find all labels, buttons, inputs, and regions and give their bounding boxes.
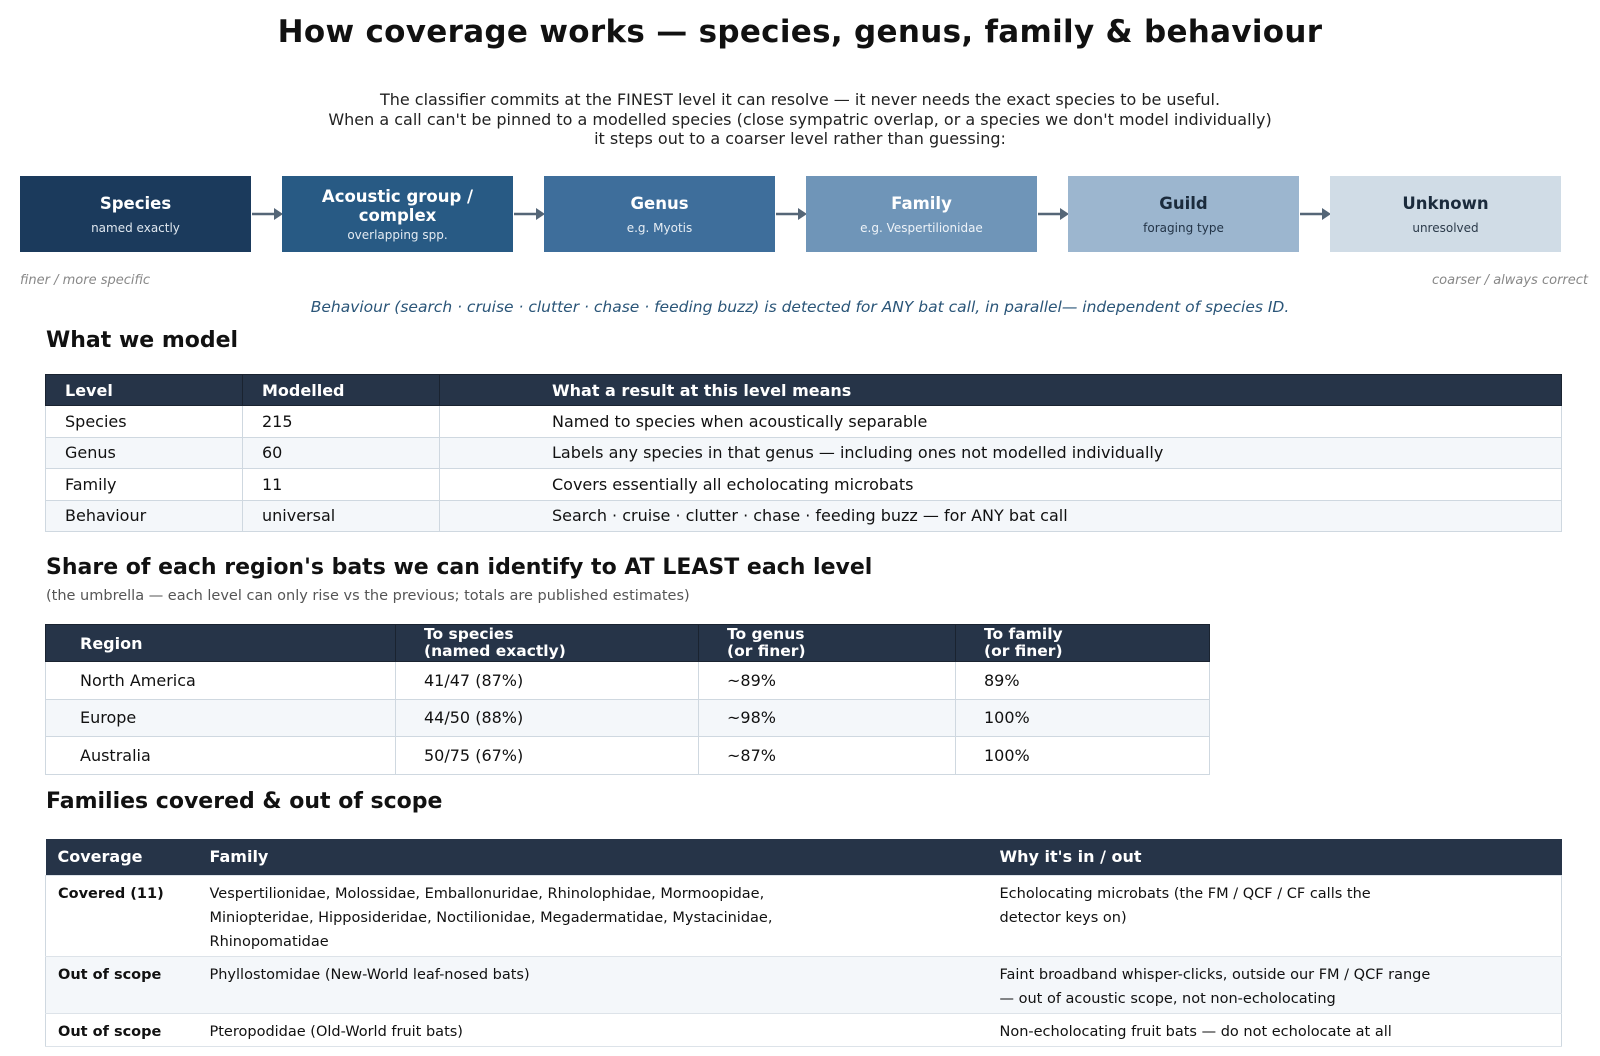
level-box-guild bbox=[1068, 176, 1299, 252]
intro-line: When a call can't be pinned to a modelled species (close sympatric overlap, or a species we don't model individually) bbox=[328, 109, 1272, 129]
table-row bbox=[46, 699, 1210, 737]
level-sub: named exactly bbox=[91, 220, 180, 235]
level-sub: unresolved bbox=[1412, 220, 1479, 235]
column-header-modelled: Modelled bbox=[243, 375, 440, 406]
level-box-family bbox=[806, 176, 1037, 252]
cell-region: Europe bbox=[46, 699, 396, 737]
level-sub: e.g. Vespertilionidae bbox=[860, 220, 983, 235]
arrow-right-icon bbox=[1036, 204, 1070, 224]
level-name: Unknown bbox=[1402, 193, 1489, 213]
column-header-meaning: What a result at this level means bbox=[440, 375, 1562, 406]
cell-family: Pteropodidae (Old-World fruit bats) bbox=[198, 1013, 988, 1046]
section-heading-families: Families covered & out of scope bbox=[46, 789, 443, 814]
arrow-right-icon bbox=[1298, 204, 1332, 224]
column-header-family: Family bbox=[198, 839, 988, 875]
arrow-right-icon bbox=[250, 204, 284, 224]
table-row bbox=[46, 500, 1562, 532]
model-table bbox=[45, 374, 1562, 532]
section-heading-model: What we model bbox=[46, 328, 239, 353]
column-header-to-species: To species (named exactly) bbox=[396, 625, 699, 662]
level-sub: overlapping spp. bbox=[347, 227, 448, 242]
arrow-right-icon bbox=[512, 204, 546, 224]
coverage-levels-flow bbox=[20, 176, 1588, 252]
intro-line: it steps out to a coarser level rather than guessing: bbox=[594, 129, 1006, 148]
scale-label-coarser: coarser / always correct bbox=[1432, 273, 1588, 288]
families-table bbox=[45, 839, 1562, 1047]
column-header-to-family: To family (or finer) bbox=[956, 625, 1210, 662]
level-name: Species bbox=[99, 193, 172, 213]
cell-family: Vespertilionidae, Molossidae, Emballonuridae, Rhinolophidae, Mormoopidae, Miniopteridae, Hipposideridae, Noctilionidae, Megadermatidae, Mystacinidae, Rhinopomatidae bbox=[198, 875, 988, 956]
cell-why: Echolocating microbats (the FM / QCF / CF calls the detector keys on) bbox=[988, 875, 1562, 956]
cell-to-family: 89% bbox=[956, 662, 1210, 700]
cell-to-genus: ~87% bbox=[699, 737, 956, 775]
cell-to-species: 41/47 (87%) bbox=[396, 662, 699, 700]
cell-coverage: Covered (11) bbox=[46, 875, 198, 956]
cell-modelled: 11 bbox=[243, 469, 440, 501]
level-box-acoustic-group bbox=[282, 176, 513, 252]
cell-level: Family bbox=[46, 469, 243, 501]
share-note: (the umbrella — each level can only rise vs the previous; totals are published estimates) bbox=[46, 588, 690, 604]
cell-region: North America bbox=[46, 662, 396, 700]
level-name: Guild bbox=[1159, 193, 1208, 213]
column-header-coverage: Coverage bbox=[46, 839, 198, 875]
cell-meaning: Labels any species in that genus — including ones not modelled individually bbox=[440, 437, 1562, 469]
level-name: Genus bbox=[630, 193, 689, 213]
page-title: How coverage works — species, genus, family & behaviour bbox=[277, 14, 1323, 50]
cell-family: Phyllostomidae (New-World leaf-nosed bats) bbox=[198, 956, 988, 1013]
level-sub: e.g. Myotis bbox=[626, 220, 693, 235]
level-box-unknown bbox=[1330, 176, 1561, 252]
cell-meaning: Named to species when acoustically separable bbox=[440, 406, 1562, 438]
cell-to-species: 50/75 (67%) bbox=[396, 737, 699, 775]
cell-why: Faint broadband whisper-clicks, outside our FM / QCF range — out of acoustic scope, not non-echolocating bbox=[988, 956, 1562, 1013]
table-row bbox=[46, 875, 1562, 956]
intro-text bbox=[0, 90, 1600, 149]
cell-level: Species bbox=[46, 406, 243, 438]
level-sub: foraging type bbox=[1143, 220, 1224, 235]
cell-modelled: 60 bbox=[243, 437, 440, 469]
cell-modelled: universal bbox=[243, 500, 440, 532]
table-header-row bbox=[46, 375, 1562, 406]
cell-coverage: Out of scope bbox=[46, 956, 198, 1013]
table-row bbox=[46, 737, 1210, 775]
section-heading-share: Share of each region's bats we can identify to AT LEAST each level bbox=[46, 555, 873, 580]
level-box-species bbox=[20, 176, 251, 252]
column-header-level: Level bbox=[46, 375, 243, 406]
cell-meaning: Covers essentially all echolocating microbats bbox=[440, 469, 1562, 501]
cell-meaning: Search · cruise · clutter · chase · feeding buzz — for ANY bat call bbox=[440, 500, 1562, 532]
level-name: Acoustic group / complex bbox=[321, 186, 474, 225]
cell-modelled: 215 bbox=[243, 406, 440, 438]
level-name: Family bbox=[891, 193, 952, 213]
cell-to-species: 44/50 (88%) bbox=[396, 699, 699, 737]
table-row bbox=[46, 406, 1562, 438]
cell-to-family: 100% bbox=[956, 699, 1210, 737]
cell-region: Australia bbox=[46, 737, 396, 775]
table-row bbox=[46, 662, 1210, 700]
intro-line: The classifier commits at the FINEST level it can resolve — it never needs the exact species to be useful. bbox=[379, 90, 1221, 109]
table-row bbox=[46, 437, 1562, 469]
behaviour-note: Behaviour (search · cruise · clutter · chase · feeding buzz) is detected for ANY bat call, in parallel— independent of species ID. bbox=[310, 298, 1290, 316]
cell-level: Behaviour bbox=[46, 500, 243, 532]
scale-label-finer: finer / more specific bbox=[20, 273, 151, 288]
share-table bbox=[45, 624, 1210, 775]
arrow-right-icon bbox=[774, 204, 808, 224]
column-header-to-genus: To genus (or finer) bbox=[699, 625, 956, 662]
table-row bbox=[46, 469, 1562, 501]
column-header-region: Region bbox=[46, 625, 396, 662]
cell-to-genus: ~89% bbox=[699, 662, 956, 700]
table-header-row bbox=[46, 839, 1562, 875]
cell-to-genus: ~98% bbox=[699, 699, 956, 737]
table-row bbox=[46, 1013, 1562, 1046]
cell-level: Genus bbox=[46, 437, 243, 469]
level-box-genus bbox=[544, 176, 775, 252]
column-header-why: Why it's in / out bbox=[988, 839, 1562, 875]
cell-to-family: 100% bbox=[956, 737, 1210, 775]
cell-coverage: Out of scope bbox=[46, 1013, 198, 1046]
table-header-row bbox=[46, 625, 1210, 662]
cell-why: Non-echolocating fruit bats — do not echolocate at all bbox=[988, 1013, 1562, 1046]
table-row bbox=[46, 956, 1562, 1013]
